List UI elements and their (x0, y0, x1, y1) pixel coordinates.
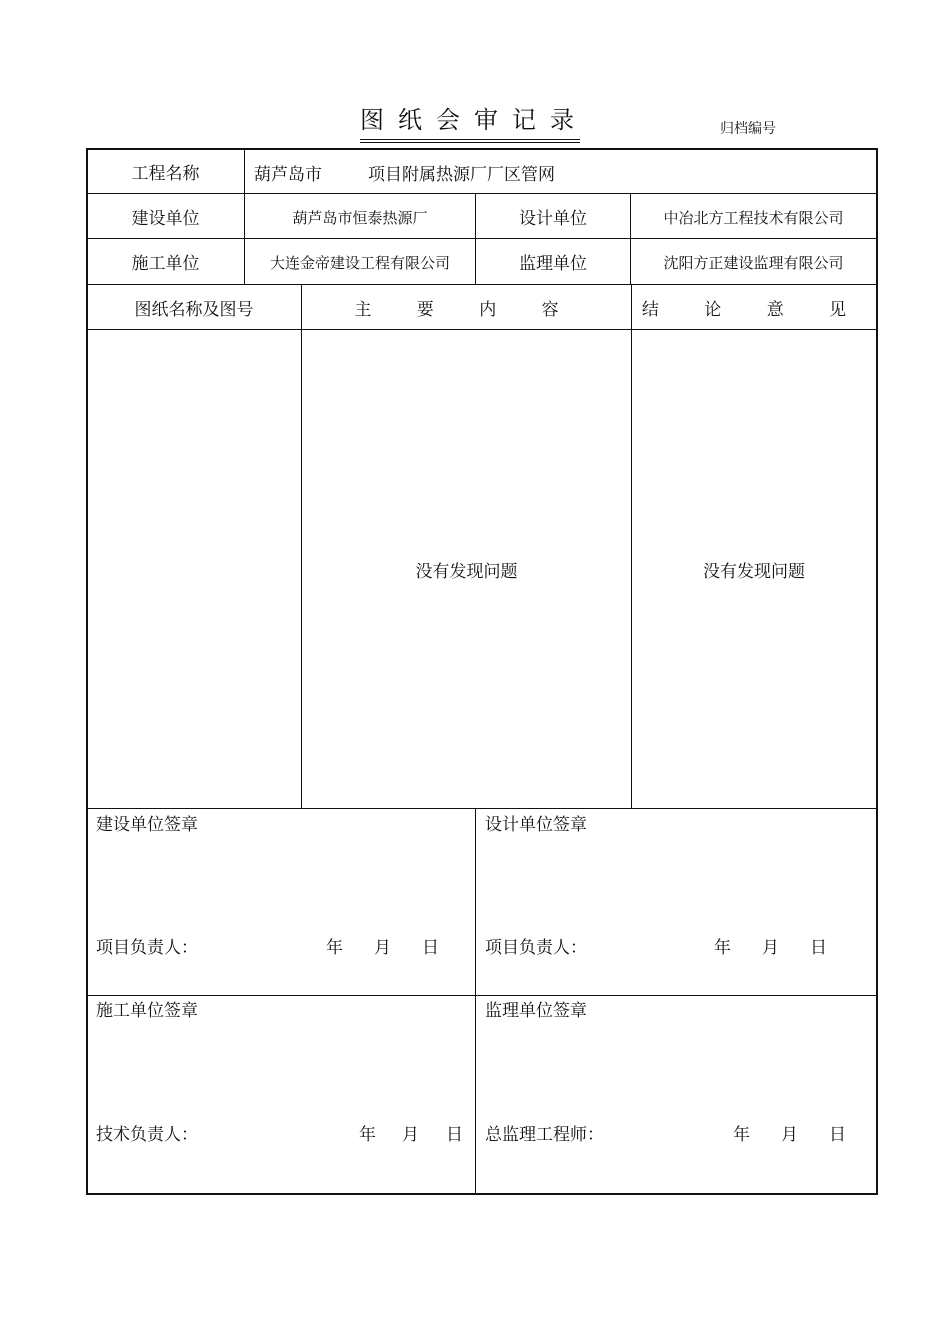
builder-date-month: 月 (374, 938, 391, 958)
builder-seal-title: 建设单位签章 (96, 815, 198, 835)
supervisor-seal-title: 监理单位签章 (485, 1001, 587, 1021)
row-line (86, 808, 878, 809)
builder-date-year: 年 (326, 938, 343, 958)
designer-date-year: 年 (714, 938, 731, 958)
constructor-date-month: 月 (402, 1125, 419, 1145)
drawing-cell (87, 330, 301, 808)
archive-number-label: 归档编号 (720, 121, 776, 137)
header-content: 主 要 内 容 (354, 299, 579, 320)
chief-supervising-engineer: 总监理工程师： (485, 1125, 604, 1145)
supervisor-date-month: 月 (781, 1125, 798, 1145)
border-bottom (86, 1193, 878, 1195)
builder-label: 建设单位 (131, 208, 200, 229)
constructor-technical-person: 技术负责人： (96, 1125, 198, 1145)
constructor-value: 大连金帝建设工程有限公司 (269, 254, 450, 272)
constructor-seal-title: 施工单位签章 (96, 1001, 198, 1021)
project-name-value: 项目附属热源厂厂区管网 (368, 165, 555, 185)
header-drawing: 图纸名称及图号 (134, 299, 254, 320)
designer-seal-title: 设计单位签章 (485, 815, 587, 835)
column-line (475, 808, 476, 1194)
supervisor-date-year: 年 (733, 1125, 750, 1145)
builder-value: 葫芦岛市恒泰热源厂 (292, 208, 428, 227)
constructor-label: 施工单位 (131, 254, 200, 274)
supervisor-label: 监理单位 (519, 254, 587, 274)
designer-value: 中冶北方工程技术有限公司 (663, 208, 844, 227)
document-title: 图纸会审记录 (360, 100, 580, 143)
designer-responsible-person: 项目负责人： (485, 938, 587, 958)
conclusion-cell: 没有发现问题 (703, 561, 805, 582)
constructor-date-day: 日 (446, 1125, 463, 1145)
constructor-date-year: 年 (359, 1125, 376, 1145)
builder-date-day: 日 (422, 938, 439, 958)
supervisor-value: 沈阳方正建设监理有限公司 (663, 254, 844, 272)
builder-responsible-person: 项目负责人： (96, 938, 198, 958)
designer-date-month: 月 (762, 938, 779, 958)
project-name-city: 葫芦岛市 (254, 165, 322, 185)
header-conclusion: 结 论 意 见 (641, 299, 867, 320)
content-cell: 没有发现问题 (415, 561, 518, 582)
supervisor-date-day: 日 (829, 1125, 846, 1145)
project-name-label: 工程名称 (131, 163, 200, 184)
row-line (86, 995, 878, 996)
designer-label: 设计单位 (519, 208, 587, 229)
border-right (876, 148, 878, 1194)
designer-date-day: 日 (810, 938, 827, 958)
